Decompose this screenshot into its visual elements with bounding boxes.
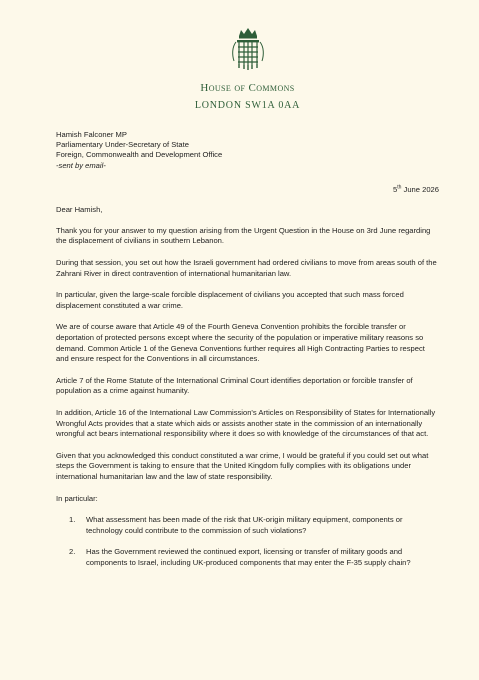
addressee-title: Parliamentary Under-Secretary of State xyxy=(56,140,189,150)
question-list xyxy=(56,515,439,568)
salutation: Dear Hamish, xyxy=(56,204,103,214)
house-name: House of Commons xyxy=(200,82,295,94)
paragraph: Given that you acknowledged this conduct constituted a war crime, I would be grateful if you could set out what steps the Government is taking to ensure that the United Kingdom fully complies with its obligations under international humanitarian law and the law of state responsibility. xyxy=(56,450,429,481)
list-item-text: Has the Government reviewed the continued export, licensing or transfer of military goods and components to Israel, including UK-produced components that may enter the F-35 supply chain? xyxy=(86,547,411,567)
paragraph: Article 7 of the Rome Statute of the International Criminal Court identifies deportation or forcible transfer of population as a crime against humanity. xyxy=(56,375,413,396)
paragraph: Thank you for your answer to my question arising from the Urgent Question in the House on 3rd June regarding the displacement of civilians in southern Lebanon. xyxy=(56,225,431,246)
house-address: LONDON SW1A 0AA xyxy=(194,100,301,111)
date-rest: June 2026 xyxy=(401,184,439,194)
addressee-block xyxy=(56,130,439,171)
list-item-number: 2. xyxy=(69,547,76,557)
list-item-text: What assessment has been made of the risk that UK-origin military equipment, components or technology could contribute to the commission of such violations? xyxy=(86,515,403,535)
date-day: 5 xyxy=(393,184,398,194)
letter-body xyxy=(56,226,439,504)
paragraph: In particular, given the large-scale forcible displacement of civilians you accepted that such mass forced displacement constituted a war crime. xyxy=(56,290,404,310)
addressee-name: Hamish Falconer MP xyxy=(56,130,127,139)
paragraph: In addition, Article 16 of the International Law Commission's Articles on Responsibility of States for Internationally Wrongful Acts provides that a state which aids or assists another state in the commission of an internationally wrongful act bears international responsibility where it does so with knowledge of the circumstances of that act. xyxy=(56,407,436,439)
list-item xyxy=(56,547,439,568)
list-item-number: 1. xyxy=(69,515,76,525)
paragraph: We are of course aware that Article 49 of the Fourth Geneva Convention prohibits the forcible transfer or deportation of protected persons except where the security of the population or imperative military reasons so demand. Common Article 1 of the Geneva Conventions further requires all High Contracting Parties to respect and ensure respect for the Conventions in all circumstances. xyxy=(56,322,425,364)
letter-date xyxy=(56,185,439,195)
list-item xyxy=(56,515,439,536)
delivery-note: -sent by email- xyxy=(56,160,106,170)
portcullis-crest-icon xyxy=(230,27,266,71)
date-suffix: th xyxy=(397,184,402,191)
addressee-office: Foreign, Commonwealth and Development Office xyxy=(56,150,223,160)
letterhead xyxy=(56,0,439,113)
paragraph: In particular: xyxy=(56,493,98,503)
paragraph: During that session, you set out how the Israeli government had ordered civilians to move from areas south of the Zahrani River in direct contravention of international humanitarian law. xyxy=(56,258,437,278)
